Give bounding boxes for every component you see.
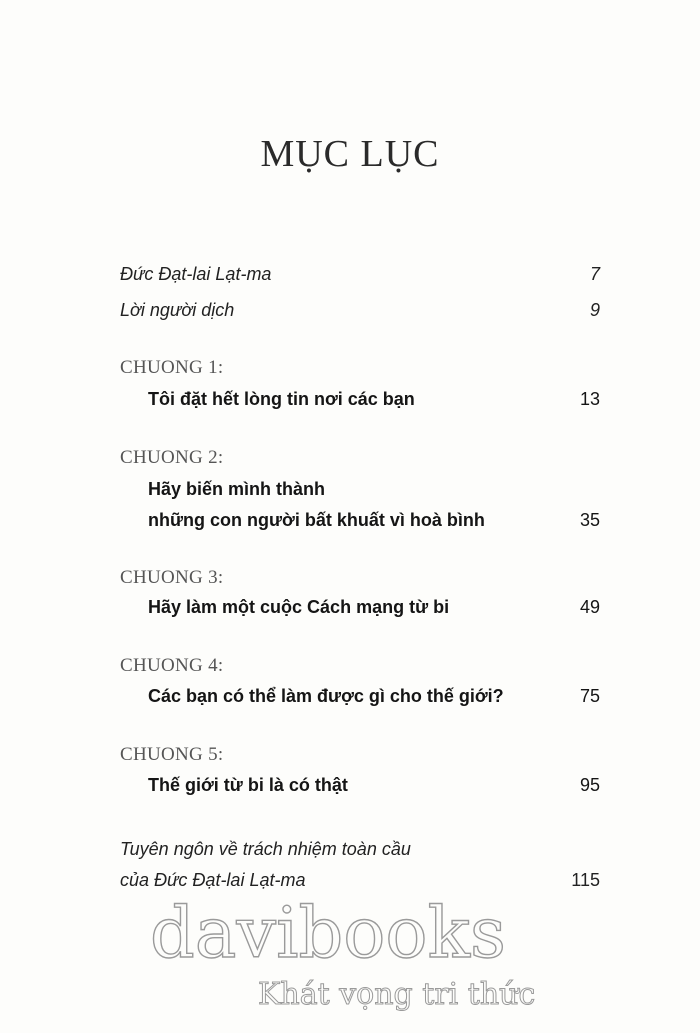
toc-page-number: 13	[579, 389, 600, 409]
toc-page-number: 49	[579, 597, 600, 617]
toc-page-number: 9	[589, 300, 600, 320]
chapter-label: CHUONG 4:	[120, 655, 224, 676]
chapter-label: CHUONG 2:	[120, 447, 224, 468]
toc-entry-label: Đức Đạt-lai Lạt-ma	[120, 264, 272, 284]
toc-entry-chapter-2-line-1[interactable]	[148, 474, 600, 504]
chapter-label: CHUONG 3:	[120, 567, 224, 588]
toc-entry-front-1[interactable]	[120, 259, 600, 289]
page-title: MỤC LỤC	[260, 133, 440, 175]
chapter-heading: Các bạn có thể làm được gì cho thế giới?	[148, 686, 504, 706]
toc-entry-back-line-1[interactable]	[120, 834, 600, 864]
chapter-heading: Hãy làm một cuộc Cách mạng từ bi	[148, 597, 450, 617]
watermark-brand: davibooks	[150, 892, 506, 974]
toc-entry-chapter-4[interactable]	[148, 681, 600, 711]
chapter-heading: Tôi đặt hết lòng tin nơi các bạn	[148, 389, 415, 409]
toc-entry-label: Tuyên ngôn về trách nhiệm toàn cầu	[120, 839, 411, 859]
toc-entry-label: của Đức Đạt-lai Lạt-ma	[120, 870, 306, 890]
toc-page-number: 7	[589, 264, 600, 284]
toc-page-number: 95	[579, 775, 600, 795]
watermark	[150, 893, 570, 1033]
toc-page-number: 75	[579, 686, 600, 706]
chapter-heading: những con người bất khuất vì hoà bình	[148, 510, 485, 530]
toc-entry-chapter-2-line-2[interactable]	[148, 505, 600, 535]
watermark-tagline: Khát vọng tri thức	[258, 977, 536, 1012]
chapter-label: CHUONG 1:	[120, 357, 224, 378]
chapter-heading: Hãy biến mình thành	[148, 479, 326, 499]
chapter-heading: Thế giới từ bi là có thật	[148, 775, 348, 795]
toc-entry-chapter-1[interactable]	[148, 384, 600, 414]
toc-page-number: 115	[571, 870, 600, 890]
toc-entry-chapter-3[interactable]	[148, 592, 600, 622]
chapter-label: CHUONG 5:	[120, 744, 224, 765]
toc-page-number: 35	[579, 510, 600, 530]
toc-entry-label: Lời người dịch	[120, 300, 235, 320]
toc-entry-front-2[interactable]	[120, 295, 600, 325]
toc-entry-chapter-5[interactable]	[148, 770, 600, 800]
toc-entry-back-line-2[interactable]	[120, 865, 600, 895]
